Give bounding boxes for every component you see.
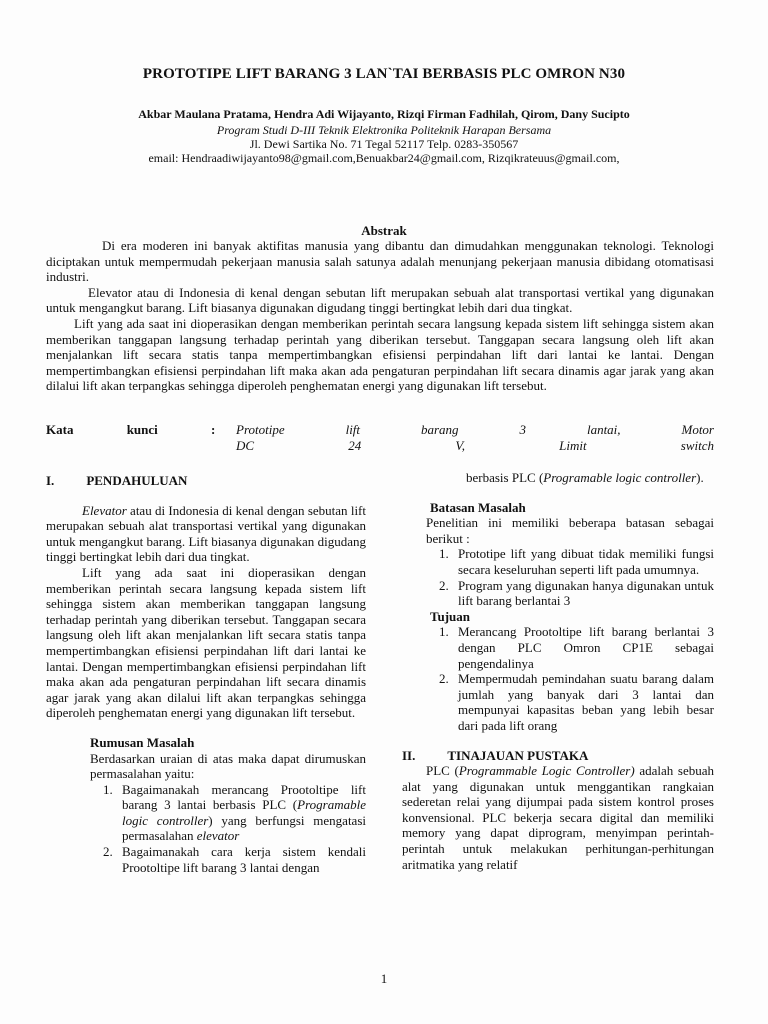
continued-text-b: ). bbox=[696, 470, 704, 485]
continued-text-em: Programable logic controller bbox=[543, 470, 697, 485]
section-1-heading bbox=[46, 473, 366, 489]
section-2-heading bbox=[402, 748, 714, 764]
section-2-title: TINAJAUAN PUSTAKA bbox=[447, 747, 589, 763]
batasan-list bbox=[402, 546, 714, 608]
abstract-paragraph-2: Elevator atau di Indonesia di kenal dengan sebutan lift merupakan sebuah alat transportasi vertikal yang digunakan untuk mengangkut barang. Lift biasanya digunakan digudang tinggi bertingkat lebih dari dua tingkat. bbox=[46, 284, 714, 316]
keywords-label: Kata kunci : bbox=[46, 422, 216, 437]
tujuan-heading: Tujuan bbox=[430, 608, 470, 624]
abstract-heading: Abstrak bbox=[361, 223, 407, 238]
author-list: Akbar Maulana Pratama, Hendra Adi Wijayanto, Rizqi Firman Fadhilah, Qirom, Dany Sucipto bbox=[138, 107, 630, 121]
rumusan-heading: Rumusan Masalah bbox=[90, 734, 195, 750]
keywords-text: Prototipe lift barang 3 lantai, Motor DC 24 V, Limit switch bbox=[236, 422, 714, 453]
email-line: email: Hendraadiwijayanto98@gmail.com,Benuakbar24@gmail.com, Rizqikrateuus@gmail.com, bbox=[148, 151, 620, 165]
rumusan-list bbox=[46, 782, 366, 876]
rumusan-item-1 bbox=[116, 782, 366, 844]
section-1-title: PENDAHULUAN bbox=[86, 473, 188, 488]
rumusan-item-1-b: ) yang berfungsi mengatasi permasalahan bbox=[122, 812, 366, 844]
tujuan-item-1: 1. Merancang Prootoltipe lift barang berlantai 3 dengan PLC Omron CP1E sebagai pengendalinya bbox=[452, 624, 714, 671]
rumusan-item-1-em2: elevator bbox=[196, 828, 240, 844]
page-number: 1 bbox=[380, 971, 388, 986]
section-2-number: II. bbox=[402, 747, 416, 763]
elevator-term: Elevator bbox=[82, 502, 127, 518]
paper-title: PROTOTIPE LIFT BARANG 3 LAN`TAI BERBASIS PLC OMRON N30 bbox=[142, 66, 626, 82]
section-1-number: I. bbox=[46, 473, 55, 488]
rumusan-item-1-a: Bagaimanakah merancang Prootoltipe lift barang 3 lantai berbasis PLC ( bbox=[122, 781, 366, 813]
affiliation: Program Studi D-III Teknik Elektronika Politeknik Harapan Bersama bbox=[216, 123, 552, 137]
plc-paragraph-em: Programmable Logic Controller) bbox=[458, 763, 635, 779]
rumusan-intro: Berdasarkan uraian di atas maka dapat dirumuskan permasalahan yaitu: bbox=[90, 750, 366, 782]
batasan-heading: Batasan Masalah bbox=[430, 499, 526, 515]
intro-paragraph-2: Lift yang ada saat ini dioperasikan dengan memberikan perintah secara langsung kepada sistem lift sehingga sistem akan memberikan tanggapan langsung terhadap perintah yang diberikan tersebut. Tanggapan secara langsung oleh lift akan menjalankan lift secara statis tanpa mempertimbangkan efisiensi perpindahan lift dari lantai ke lantai. Dengan mempertimbangkan efisiensi perpindahan lift maka akan ada pengaturan perpindahan lift secara dinamis agar jarak yang akan dilalui lift akan terpangkas sehingga diperoleh penghematan energi yang digunakan lift tersebut. bbox=[46, 564, 366, 721]
left-column bbox=[46, 473, 366, 875]
plc-paragraph bbox=[402, 763, 714, 872]
rumusan-item-1-em: Programable logic controller bbox=[122, 797, 366, 828]
plc-paragraph-a: PLC ( bbox=[426, 763, 459, 779]
continued-text bbox=[402, 470, 714, 486]
tujuan-item-2: 2. Mempermudah pemindahan suatu barang dalam jumlah yang banyak dari 3 lantai dan mempunyai kapasitas beban yang lebih besar dari pada lift orang bbox=[452, 671, 714, 733]
abstract-paragraph-1: Di era moderen ini banyak aktifitas manusia yang dibantu dan dimudahkan menggunakan teknologi. Teknologi diciptakan untuk mempermudah pekerjaan manusia salah satunya adalah menunjang pekerjaan manusia dibidang otomatisasi industri. bbox=[46, 238, 714, 285]
tujuan-list bbox=[402, 624, 714, 733]
plc-paragraph-b: adalah sebuah alat yang digunakan untuk menggantikan rangkaian sederetan relai yang dijumpai pada sistem kontrol proses konvensional. PLC bekerja secara digital dan memiliki memory yang dapat diprogram, menyimpan perintah-perintah untuk melakukan perhitungan-perhitungan aritmatika yang relatif bbox=[402, 763, 714, 872]
rumusan-item-2: 2. Bagaimanakah cara kerja sistem kendali Prootoltipe lift barang 3 lantai dengan bbox=[116, 844, 366, 875]
keywords bbox=[46, 422, 714, 453]
address: Jl. Dewi Sartika No. 71 Tegal 52117 Telp. 0283-350567 bbox=[249, 137, 519, 151]
batasan-item-1: 1. Prototipe lift yang dibuat tidak memiliki fungsi secara keseluruhan seperti lift pada umumnya. bbox=[452, 546, 714, 577]
intro-paragraph-1-text: atau di Indonesia di kenal dengan sebutan lift merupakan sebuah alat transportasi vertikal yang digunakan untuk mengangkut barang. Lift biasanya digunakan digudang tinggi bertingkat lebih dari dua tingkat. bbox=[46, 502, 366, 565]
abstract-paragraph-3: Lift yang ada saat ini dioperasikan dengan memberikan perintah secara langsung kepada sistem lift sehingga sistem akan memberikan tanggapan langsung terhadap perintah yang diberikan tersebut. Tanggapan secara langsung oleh lift akan menjalankan lift secara statis tanpa mempertimbangkan efisiensi perpindahan lift dari lantai ke lantai. Dengan mempertimbangkan efisiensi perpindahan lift maka akan ada pengaturan perpindahan lift secara dinamis agar jarak yang akan dilalui lift akan terpangkas sehingga diperoleh penghematan energi yang digunakan lift tersebut. bbox=[46, 315, 714, 394]
abstract-body bbox=[46, 238, 714, 394]
intro-paragraph-1 bbox=[46, 503, 366, 565]
right-column bbox=[402, 470, 714, 872]
batasan-intro: Penelitian ini memiliki beberapa batasan sebagai berikut : bbox=[426, 515, 714, 546]
continued-text-a: berbasis PLC ( bbox=[466, 470, 544, 485]
batasan-item-2: 2. Program yang digunakan hanya digunakan untuk lift barang berlantai 3 bbox=[452, 578, 714, 609]
